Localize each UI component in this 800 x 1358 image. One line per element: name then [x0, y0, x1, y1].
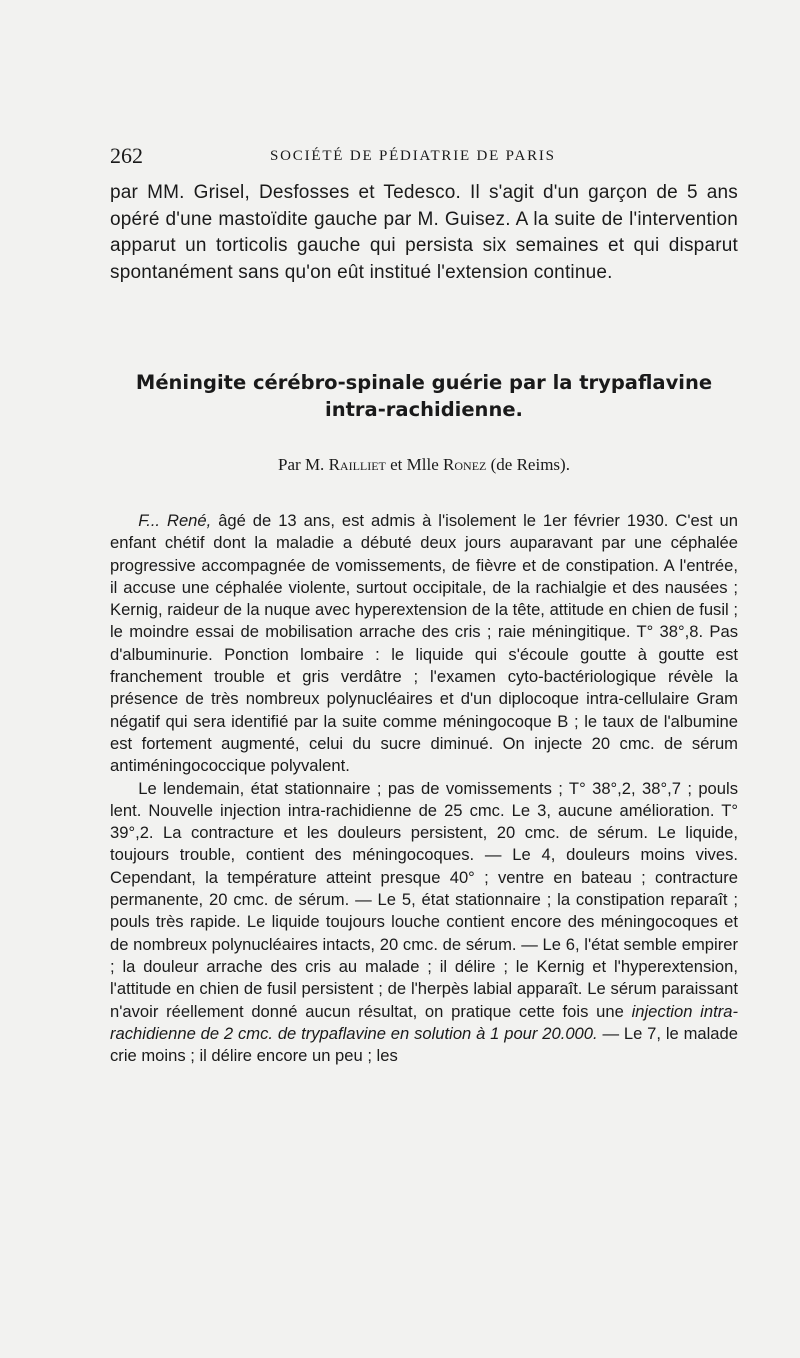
article-title [110, 369, 738, 423]
page-number: 262 [110, 143, 143, 168]
body-paragraph-2-text: Le lendemain, état stationnaire ; pas de vomissements ; T° 38°,2, 38°,7 ; pouls lent. Nouvelle injection intra-rachidienne de 25 cmc. Le 3, aucune amélioration. T° 39°,2. La contracture et les douleurs persistent, 20 cmc. de sérum. Le liquide, toujours trouble, contient des méningocoques. — Le 4, douleurs moins vives. Cependant, la température atteint presque 40° ; ventre en bateau ; contracture permanente, 20 cmc. de sérum. — Le 5, état stationnaire ; la constipation reparaît ; pouls très rapide. Le liquide toujours louche contient encore des méningocoques et de nombreux polynucléaires intacts, 20 cmc. de sérum. — Le 6, l'état semble empirer ; la douleur arrache des cris au malade ; il délire ; le Kernig et l'hyperextension, l'attitude en chien de fusil persistent ; de l'herpès labial apparaît. Le sérum paraissant n'avoir réellement donné aucun résultat, on pratique cette fois une [110, 778, 738, 1021]
journal-title: SOCIÉTÉ DE PÉDIATRIE DE PARIS [270, 148, 556, 164]
authors-suffix: (de Reims). [490, 455, 570, 474]
body-paragraph-2 [110, 778, 738, 1068]
article-title-line-2: intra-rachidienne. [325, 398, 523, 421]
body-paragraph-1 [110, 510, 738, 778]
body-paragraph-1-text: âgé de 13 ans, est admis à l'isolement le 1er février 1930. C'est un enfant chétif dont la maladie a débuté deux jours auparavant par une céphalée progressive accompagnée de vomissements, de fièvre et de constipation. A l'entrée, il accuse une céphalée violente, surtout occipitale, de la rachialgie et des nausées ; Kernig, raideur de la nuque avec hyperextension de la tête, attitude en chien de fusil ; le moindre essai de mobilisation arrache des cris ; raie méningitique. T° 38°,8. Pas d'albuminurie. Ponction lombaire : le liquide qui s'écoule goutte à goutte est franchement trouble et gris verdâtre ; l'examen cyto-bactériologique révèle la présence de très nombreux polynucléaires et d'un diplocoque intra-cellulaire Gram négatif qui sera identifié par la suite comme méningocoque B ; le taux de l'albumine est fortement augmenté, celui du sucre diminué. On injecte 20 cmc. de sérum antiméningococcique polyvalent. [110, 511, 739, 776]
authors-prefix: Par M. [278, 455, 325, 474]
article-body [110, 510, 738, 1067]
treatment-emphasis: injection intra-rachidienne de 2 cmc. de trypaflavine en solution à 1 pour 20.000. [110, 1001, 738, 1043]
article-title-line-1: Méningite cérébro-spinale guérie par la trypaflavine [135, 371, 713, 394]
author-ronez: Ronez [443, 455, 487, 474]
authors-mid: et Mlle [390, 455, 439, 474]
body-paragraph-2-tail: — Le 7, le malade crie moins ; il délire encore un peu ; les [110, 1023, 738, 1066]
running-head [110, 143, 738, 169]
patient-name: F... René, [138, 511, 212, 530]
intro-paragraph: par MM. Grisel, Desfosses et Tedesco. Il s'agit d'un garçon de 5 ans opéré d'une mastoïdite gauche par M. Guisez. A la suite de l'intervention apparut un torticolis gauche qui persista six semaines et qui disparut spontanément sans qu'on eût institué l'extension continue. [110, 182, 738, 283]
author-railliet: Railliet [328, 455, 386, 474]
article-authors [110, 453, 738, 477]
